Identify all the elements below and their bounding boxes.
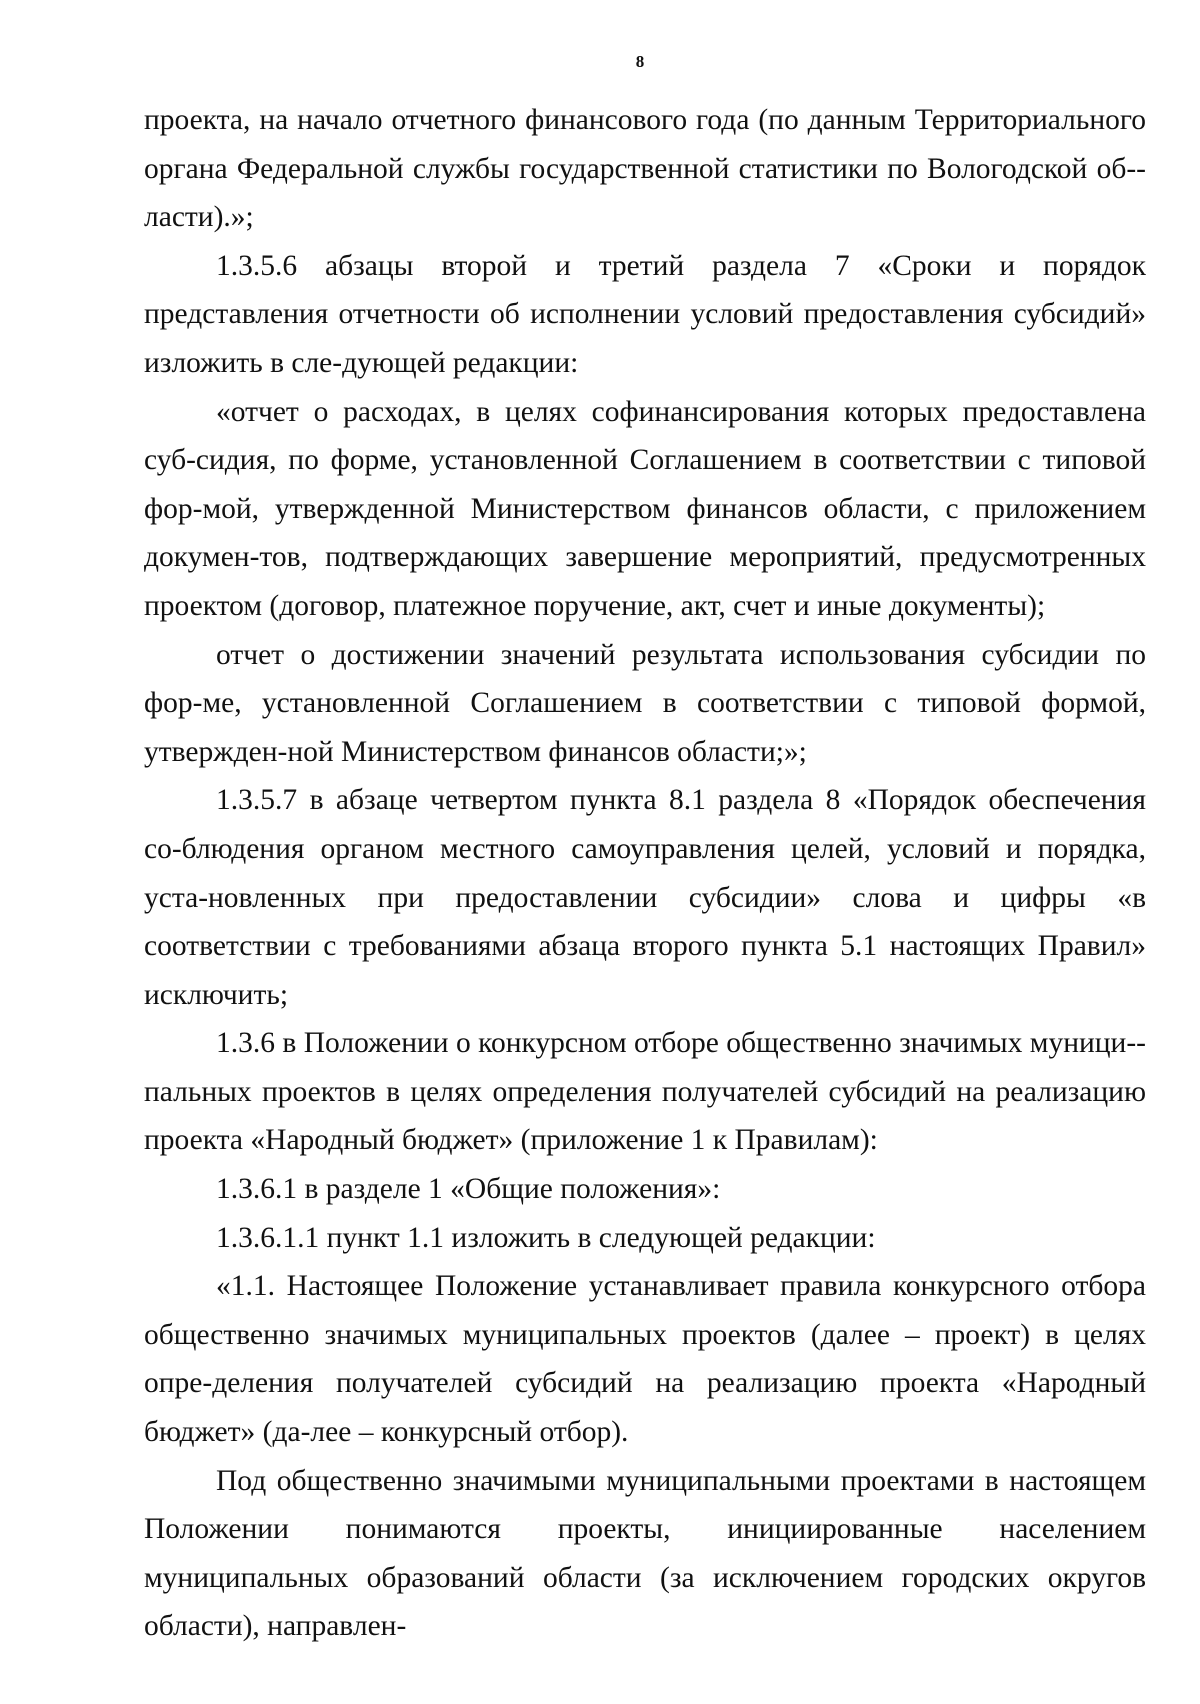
paragraph-10: Под общественно значимыми муниципальными проектами в настоящем Положении понимаются проекты, инициированные населением муниципальных образований области (за исключением городских округов области), направлен- [144, 1464, 1146, 1643]
document-body [144, 96, 1146, 1651]
paragraph-4: отчет о достижении значений результата использования субсидии по фор-ме, установленной Соглашением в соответствии с типовой формой, утвержден-ной Министерством финансов области;»; [144, 638, 1146, 768]
paragraph-7: 1.3.6.1 в разделе 1 «Общие положения»: [216, 1173, 721, 1206]
paragraph-2: 1.3.5.6 абзацы второй и третий раздела 7 «Сроки и порядок представления отчетности об исполнении условий предоставления субсидий» изложить в сле-дующей редакции: [144, 249, 1146, 379]
paragraph-8: 1.3.6.1.1 пункт 1.1 изложить в следующей редакции: [216, 1221, 876, 1254]
paragraph-5: 1.3.5.7 в абзаце четвертом пункта 8.1 раздела 8 «Порядок обеспечения со-блюдения органом местного самоуправления целей, условий и порядка, уста-новленных при предоставлении субсидии» слова и цифры «в соответствии с требованиями абзаца второго пункта 5.1 настоящих Правил» исключить; [144, 784, 1146, 1011]
paragraph-1: проекта, на начало отчетного финансового года (по данным Территориального органа Федеральной службы государственной статистики по Вологодской об-ласти).»; [144, 104, 1146, 234]
paragraph-3: «отчет о расходах, в целях софинансирования которых предоставлена суб-сидия, по форме, установленной Соглашением в соответствии с типовой фор-мой, утвержденной Министерством финансов области, с приложением докумен-тов, подтверждающих завершение мероприятий, предусмотренных проектом (договор, платежное поручение, акт, счет и иные документы); [144, 395, 1146, 622]
paragraph-9: «1.1. Настоящее Положение устанавливает правила конкурсного отбора общественно значимых муниципальных проектов (далее – проект) в целях опре-деления получателей субсидий на реализацию проекта «Народный бюджет» (да-лее – конкурсный отбор). [144, 1270, 1146, 1449]
paragraph-6: 1.3.6 в Положении о конкурсном отборе общественно значимых муници-пальных проектов в целях определения получателей субсидий на реализацию проекта «Народный бюджет» (приложение 1 к Правилам): [144, 1027, 1146, 1157]
page-number: 8 [635, 52, 645, 71]
